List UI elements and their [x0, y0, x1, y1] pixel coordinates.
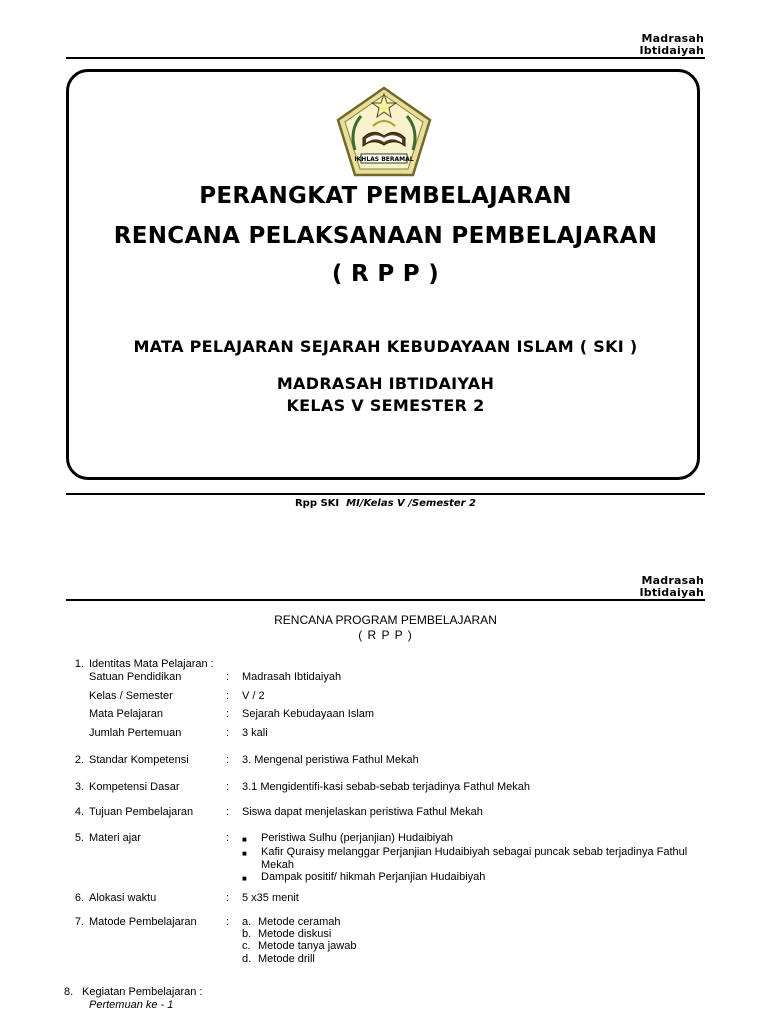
option-letter: c.	[242, 940, 251, 952]
separator: :	[226, 832, 230, 844]
meeting-label: Pertemuan ke - 1	[89, 999, 174, 1011]
option-letter: d.	[242, 953, 252, 965]
item-label: Kegiatan Pembelajaran :	[82, 986, 203, 998]
bullet-icon: ■	[242, 874, 247, 883]
separator: :	[226, 754, 230, 766]
cover-title-2: RENCANA PELAKSANAAN PEMBELAJARAN	[113, 223, 658, 249]
bullet-text: Kafir Quraisy melanggar Perjanjian Hudaibiyah sebagai puncak sebab terjadinya Fathul Mekah	[261, 846, 688, 871]
option-text: Metode diskusi	[258, 928, 332, 940]
item-number: 1.	[74, 658, 84, 670]
bullet-icon: ■	[242, 835, 247, 844]
item-number: 7.	[74, 916, 84, 928]
footer-rule	[66, 493, 705, 495]
item-number: 8.	[64, 986, 74, 998]
item-value: 3. Mengenal peristiwa Fathul Mekah	[242, 754, 419, 766]
item-value: V / 2	[242, 690, 265, 702]
cover-school: MADRASAH IBTIDAIYAH	[276, 374, 495, 393]
page2-header	[640, 575, 705, 599]
item-label: Identitas Mata Pelajaran :	[89, 658, 214, 670]
separator: :	[226, 916, 230, 928]
cover-title-3: ( R P P )	[331, 261, 440, 287]
item-value: Siswa dapat menjelaskan peristiwa Fathul Mekah	[242, 806, 483, 818]
page1-footer	[66, 498, 705, 509]
item-label: Materi ajar	[89, 832, 141, 844]
separator: :	[226, 781, 230, 793]
item-value: 3.1 Mengidentifi-kasi sebab-sebab terjadinya Fathul Mekah	[242, 781, 530, 793]
page1-header	[640, 33, 705, 57]
option-letter: b.	[242, 928, 252, 940]
rpp-subtitle: ( R P P )	[358, 628, 413, 642]
separator: :	[226, 806, 230, 818]
item-number: 2.	[74, 754, 84, 766]
item-label: Satuan Pendidikan	[89, 671, 182, 683]
separator: :	[226, 690, 230, 702]
separator: :	[226, 708, 230, 720]
header-rule	[66, 57, 705, 59]
option-letter: a.	[242, 916, 252, 928]
option-text: Metode tanya jawab	[258, 940, 357, 952]
item-value: Madrasah Ibtidaiyah	[242, 671, 342, 683]
cover-subject: MATA PELAJARAN SEJARAH KEBUDAYAAN ISLAM ( SKI )	[133, 337, 638, 356]
separator: :	[226, 727, 230, 739]
item-label: Standar Kompetensi	[89, 754, 189, 766]
cover-class: KELAS V SEMESTER 2	[286, 396, 485, 415]
item-value: 5 x35 menit	[242, 892, 299, 904]
item-value: 3 kali	[242, 727, 268, 739]
item-number: 4.	[74, 806, 84, 818]
rpp-title: RENCANA PROGRAM PEMBELAJARAN	[274, 613, 497, 627]
option-text: Metode drill	[258, 953, 315, 965]
ministry-emblem	[335, 86, 433, 178]
separator: :	[226, 671, 230, 683]
header-line-1: Madrasah	[641, 574, 704, 587]
footer-bold: Rpp SKI	[294, 498, 340, 509]
item-label: Alokasi waktu	[89, 892, 157, 904]
separator: :	[226, 892, 230, 904]
bullet-text: Peristiwa Sulhu (perjanjian) Hudaibiyah	[261, 832, 453, 844]
emblem-motto: IKHLAS BERAMAL	[354, 156, 414, 163]
footer-italic: MI/Kelas V /Semester 2	[346, 498, 476, 509]
item-value: Sejarah Kebudayaan Islam	[242, 708, 375, 720]
header-line-1: Madrasah	[641, 32, 704, 45]
item-label: Mata Pelajaran	[89, 708, 163, 720]
item-label: Kompetensi Dasar	[89, 781, 180, 793]
item-label: Kelas / Semester	[89, 690, 173, 702]
header-line-2: Ibtidaiyah	[639, 586, 704, 599]
item-label: Matode Pembelajaran	[89, 916, 197, 928]
option-text: Metode ceramah	[258, 916, 341, 928]
item-number: 6.	[74, 892, 84, 904]
item-label: Jumlah Pertemuan	[89, 727, 182, 739]
bullet-icon: ■	[242, 849, 247, 858]
bullet-text: Dampak positif/ hikmah Perjanjian Hudaibiyah	[261, 871, 486, 883]
item-number: 3.	[74, 781, 84, 793]
header-line-2: Ibtidaiyah	[639, 44, 704, 57]
page2-header-rule	[66, 599, 705, 601]
item-label: Tujuan Pembelajaran	[89, 806, 194, 818]
item-number: 5.	[74, 832, 84, 844]
cover-title-1: PERANGKAT PEMBELAJARAN	[199, 183, 572, 209]
